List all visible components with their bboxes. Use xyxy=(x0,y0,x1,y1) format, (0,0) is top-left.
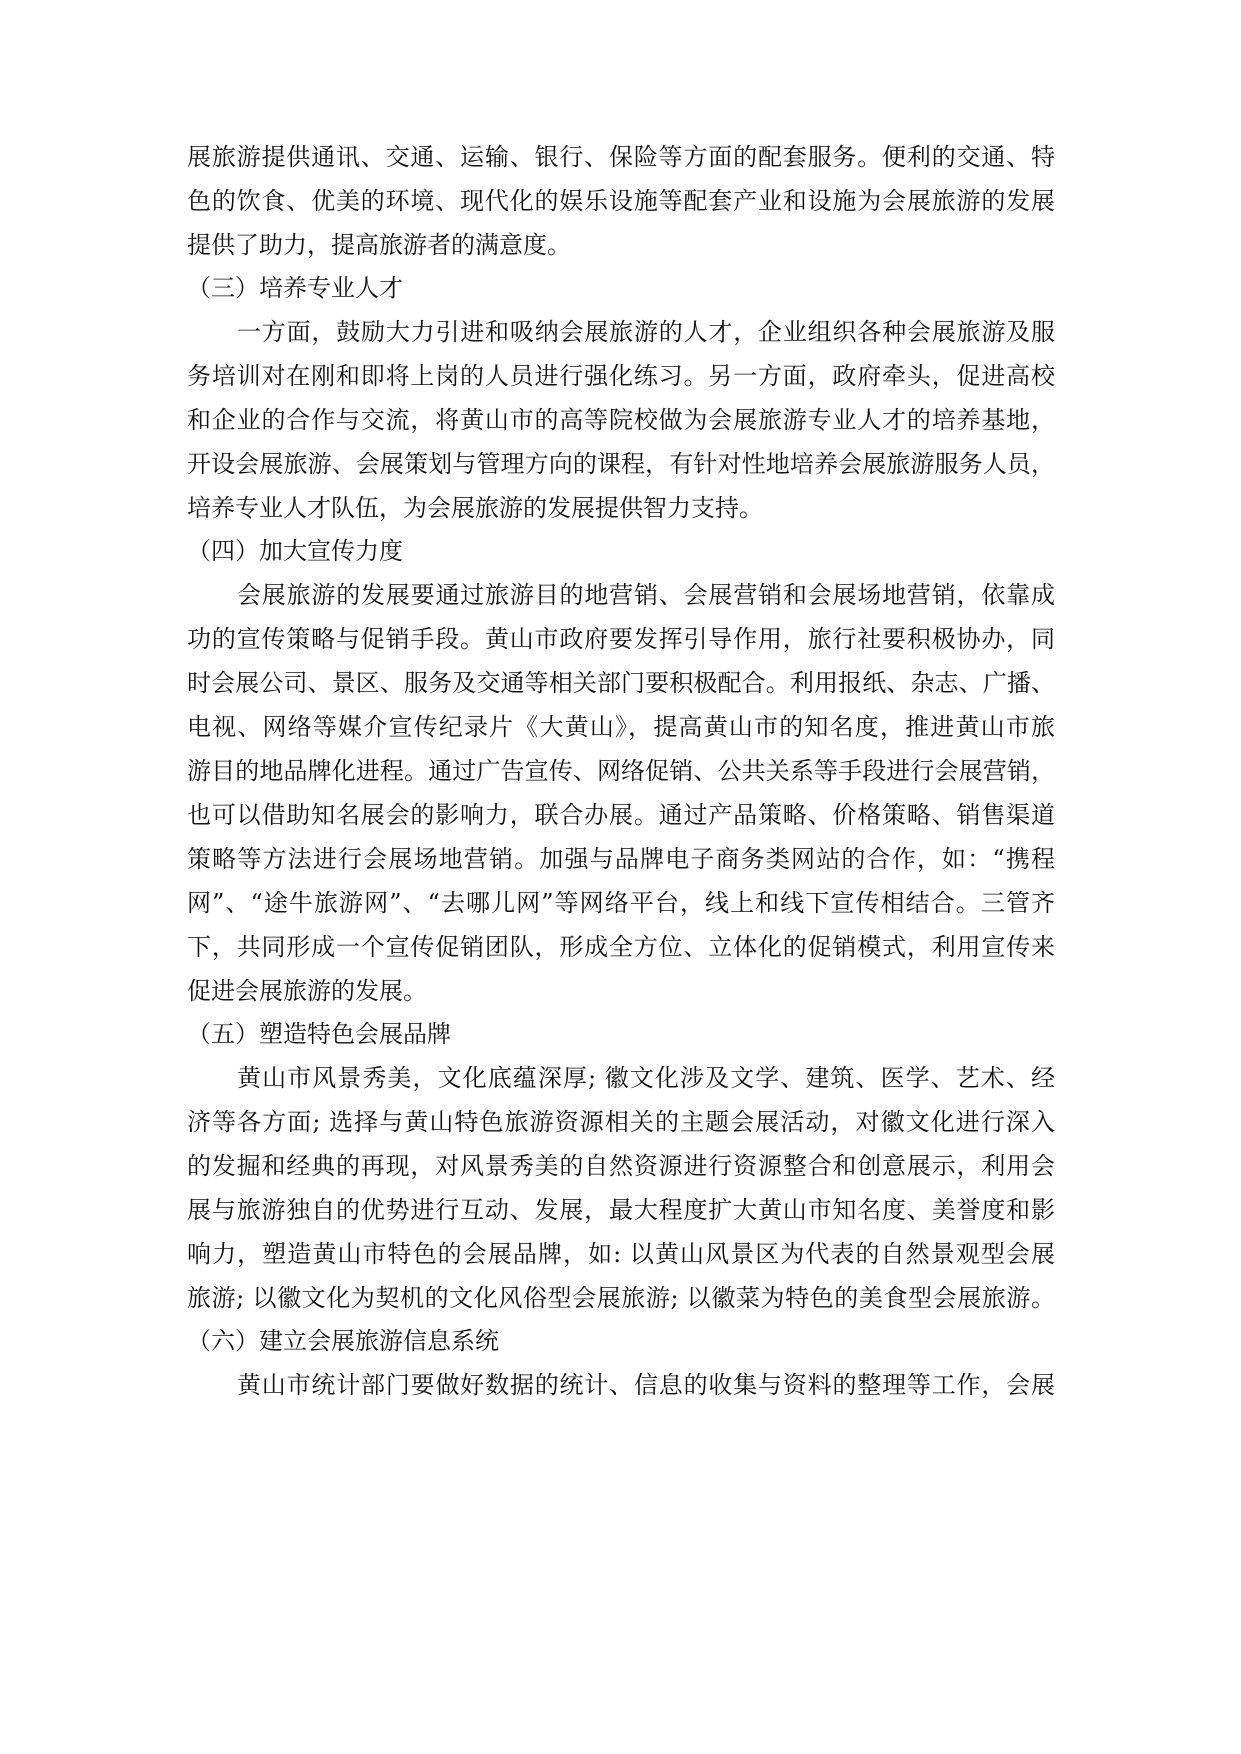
paragraph-line: 展旅游提供通讯、交通、运输、银行、保险等方面的配套服务。便利的交通、特 xyxy=(187,143,1055,171)
paragraph-line: 和企业的合作与交流，将黄山市的高等院校做为会展旅游专业人才的培养基地， xyxy=(187,406,1055,434)
paragraph-line: 开设会展旅游、会展策划与管理方向的课程，有针对性地培养会展旅游服务人员， xyxy=(187,450,1055,478)
paragraph-line: 的发掘和经典的再现，对风景秀美的自然资源进行资源整合和创意展示，利用会 xyxy=(187,1152,1055,1180)
paragraph-line: 游目的地品牌化进程。通过广告宣传、网络促销、公共关系等手段进行会展营销， xyxy=(187,757,1055,785)
paragraph-line: 色的饮食、优美的环境、现代化的娱乐设施等配套产业和设施为会展旅游的发展 xyxy=(187,187,1055,215)
paragraph-line: 网”、“途牛旅游网”、“去哪儿网”等网络平台，线上和线下宣传相结合。三管齐 xyxy=(187,889,1055,917)
paragraph-line: 时会展公司、景区、服务及交通等相关部门要积极配合。利用报纸、杂志、广播、 xyxy=(187,669,1055,697)
paragraph-line: 策略等方法进行会展场地营销。加强与品牌电子商务类网站的合作，如：“携程 xyxy=(187,845,1055,873)
section-heading: （六）建立会展旅游信息系统 xyxy=(187,1327,499,1355)
paragraph-line: 下，共同形成一个宣传促销团队，形成全方位、立体化的促销模式，利用宣传来 xyxy=(187,933,1055,961)
section-heading: （四）加大宣传力度 xyxy=(187,537,403,565)
paragraph-line: 黄山市风景秀美，文化底蕴深厚; 徽文化涉及文学、建筑、医学、艺术、经 xyxy=(237,1064,1055,1092)
paragraph-line: 电视、网络等媒介宣传纪录片《大黄山》，提高黄山市的知名度，推进黄山市旅 xyxy=(187,713,1055,741)
paragraph-line: 也可以借助知名展会的影响力，联合办展。通过产品策略、价格策略、销售渠道 xyxy=(187,801,1055,829)
paragraph-line: 展与旅游独自的优势进行互动、发展，最大程度扩大黄山市知名度、美誉度和影 xyxy=(187,1196,1055,1224)
paragraph-line: 功的宣传策略与促销手段。黄山市政府要发挥引导作用，旅行社要积极协办，同 xyxy=(187,625,1055,653)
paragraph-line: 提供了助力，提高旅游者的满意度。 xyxy=(187,231,571,259)
paragraph-line: 促进会展旅游的发展。 xyxy=(187,977,427,1005)
section-heading: （三）培养专业人才 xyxy=(187,274,403,302)
section-heading: （五）塑造特色会展品牌 xyxy=(187,1020,451,1048)
paragraph-line: 培养专业人才队伍，为会展旅游的发展提供智力支持。 xyxy=(187,494,763,522)
paragraph-line: 旅游; 以徽文化为契机的文化风俗型会展旅游; 以徽菜为特色的美食型会展旅游。 xyxy=(187,1284,1055,1312)
paragraph-line: 济等各方面; 选择与黄山特色旅游资源相关的主题会展活动，对徽文化进行深入 xyxy=(187,1108,1055,1136)
paragraph-line: 响力，塑造黄山市特色的会展品牌，如: 以黄山风景区为代表的自然景观型会展 xyxy=(187,1240,1055,1268)
paragraph-line: 会展旅游的发展要通过旅游目的地营销、会展营销和会展场地营销，依靠成 xyxy=(237,581,1055,609)
paragraph-line: 务培训对在刚和即将上岗的人员进行强化练习。另一方面，政府牵头，促进高校 xyxy=(187,362,1055,390)
paragraph-line: 一方面，鼓励大力引进和吸纳会展旅游的人才，企业组织各种会展旅游及服 xyxy=(237,318,1055,346)
paragraph-line: 黄山市统计部门要做好数据的统计、信息的收集与资料的整理等工作，会展 xyxy=(237,1371,1055,1399)
